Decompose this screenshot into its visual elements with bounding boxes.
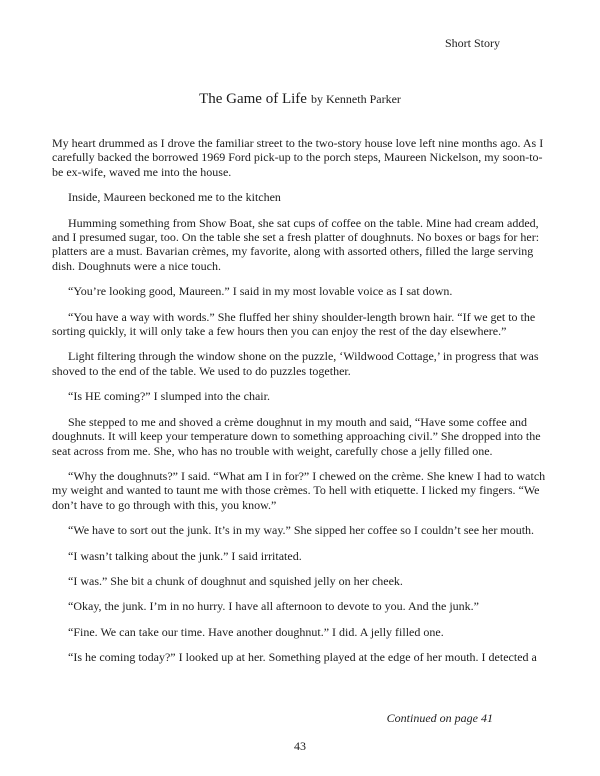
paragraph: “You have a way with words.” She fluffed her shiny shoulder-length brown hair. “If we get to the sorting quickly, it will only take a few hours then you can enjoy the rest of the day elsewhere.” xyxy=(52,309,536,339)
paragraph: Light filtering through the window shone on the puzzle, ‘Wildwood Cottage,’ in progress that was shoved to the end of the table. We used to do puzzles together. xyxy=(52,349,539,378)
story-byline: by Kenneth Parker xyxy=(310,92,401,106)
paragraph: “Is HE coming?” I slumped into the chair. xyxy=(68,389,270,404)
paragraph: She stepped to me and shoved a crème doughnut in my mouth and said, “Have some coffee and doughnuts. It will keep your temperature down to something approaching civil.” She dropped into the seat across from me. She, who has no trouble with weight, carefully chose a jelly filled one. xyxy=(52,414,541,458)
story-body xyxy=(52,136,549,665)
paragraph: “Is he coming today?” I looked up at her. Something played at the edge of her mouth. I detected a xyxy=(68,650,537,665)
paragraph: Inside, Maureen beckoned me to the kitchen xyxy=(68,190,281,205)
section-header: Short Story xyxy=(444,36,500,50)
page-number: 43 xyxy=(294,739,306,753)
continued-note: Continued on page 41 xyxy=(386,711,493,725)
paragraph: My heart drummed as I drove the familiar street to the two-story house love left nine months ago. As I carefully backed the borrowed 1969 Ford pick-up to the porch steps, Maureen Nickelson, my soon-to-be ex-wife, waved me into the house. xyxy=(52,136,544,179)
paragraph: “You’re looking good, Maureen.” I said in my most lovable voice as I sat down. xyxy=(68,284,453,299)
paragraph: “I wasn’t talking about the junk.” I said irritated. xyxy=(68,548,302,563)
paragraph: “I was.” She bit a chunk of doughnut and squished jelly on her cheek. xyxy=(68,573,403,588)
paragraph: “Why the doughnuts?” I said. “What am I in for?” I chewed on the crème. She knew I had to watch my weight and wanted to taunt me with those crèmes. To hell with etiquette. I licked my fingers. “We don’t have to go through with this, you know.” xyxy=(52,468,546,512)
story-title: The Game of Life xyxy=(199,91,307,107)
paragraph: “Okay, the junk. I’m in no hurry. I have all afternoon to devote to you. And the junk.” xyxy=(68,599,480,614)
paragraph: Humming something from Show Boat, she sat cups of coffee on the table. Mine had cream added, and I presumed sugar, too. On the table she set a fresh platter of doughnuts. No boxes or bags for her: platters are a must. Bavarian crèmes, my favorite, along with assorted others, filled the large serving dish. Doughnuts were a nice touch. xyxy=(52,215,540,273)
paragraph: “We have to sort out the junk. It’s in my way.” She sipped her coffee so I couldn’t see her mouth. xyxy=(68,523,535,538)
paragraph: “Fine. We can take our time. Have another doughnut.” I did. A jelly filled one. xyxy=(68,624,444,639)
story-title-block xyxy=(0,90,600,108)
